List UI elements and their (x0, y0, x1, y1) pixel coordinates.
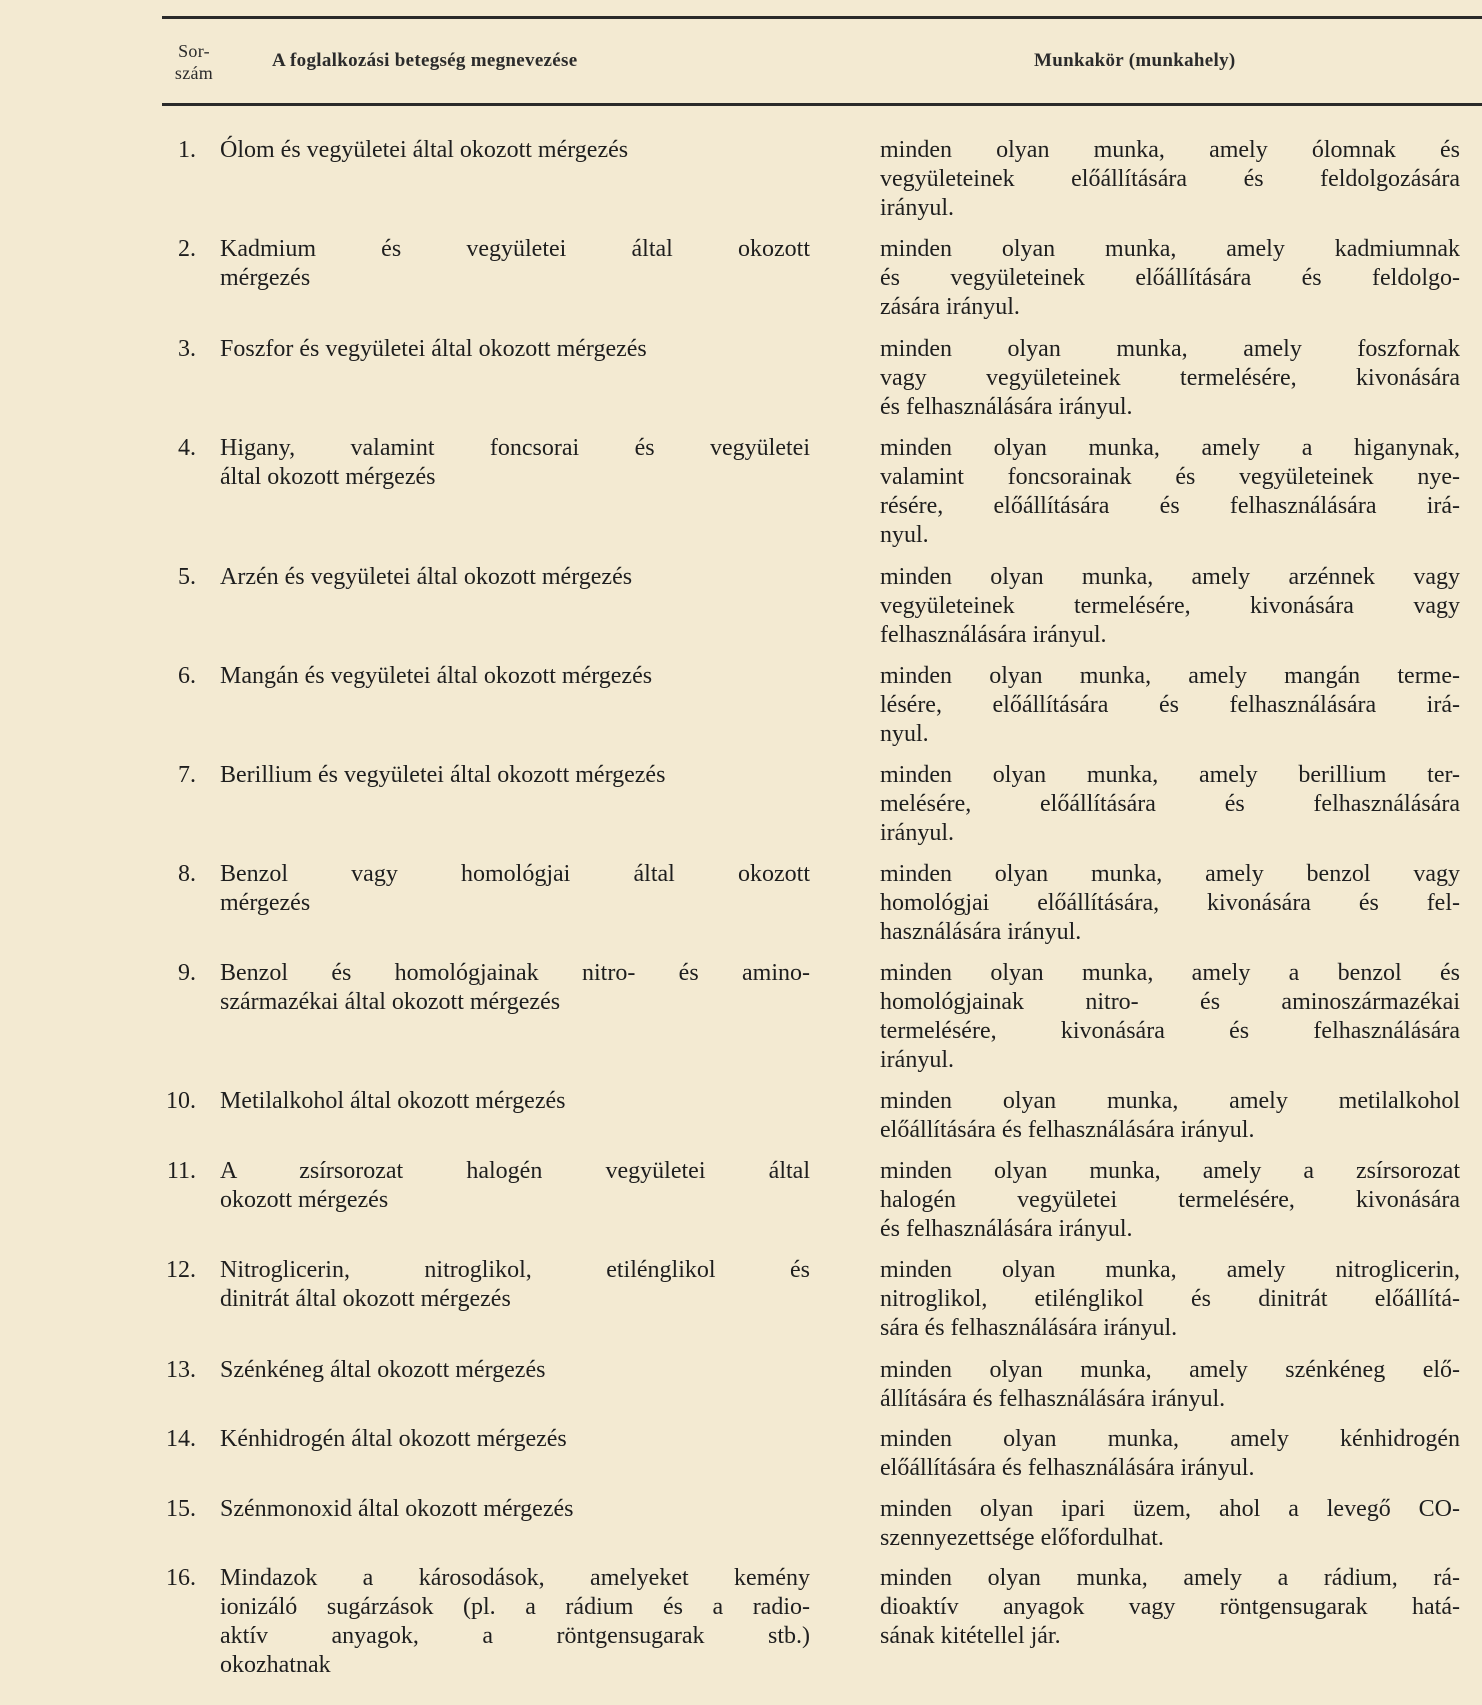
job-line: dioaktív anyagok vagy röntgensugarak hatá- (880, 1594, 1460, 1620)
disease-name-line: Higany, valamint foncsorai és vegyületei (220, 435, 810, 461)
job-cell (880, 1256, 1460, 1343)
job-line: irányul. (880, 820, 954, 846)
job-line: minden olyan munka, amely benzol vagy (880, 861, 1460, 887)
job-line: vegyületeinek előállítására és feldolgozására (880, 166, 1460, 192)
row-number: 12. (166, 1257, 196, 1283)
job-line: sának kitétellel jár. (880, 1623, 1061, 1649)
job-cell (880, 761, 1460, 848)
row-number: 1. (178, 137, 196, 163)
job-line: minden olyan munka, amely kadmiumnak (880, 236, 1460, 262)
disease-name-line: Ólom és vegyületei által okozott mérgezés (220, 137, 629, 163)
row-number: 13. (166, 1357, 196, 1383)
job-line: minden olyan munka, amely a zsírsorozat (880, 1158, 1460, 1184)
job-cell (880, 1425, 1460, 1483)
job-line: minden olyan munka, amely nitroglicerin, (880, 1257, 1460, 1283)
header-job: Munkakör (munkahely) (1034, 50, 1236, 71)
job-line: előállítására és felhasználására irányul. (880, 1117, 1255, 1143)
row-number: 6. (178, 663, 196, 689)
job-line: homológjai előállítására, kivonására és fel- (880, 890, 1460, 916)
job-cell (880, 335, 1460, 422)
job-line: sára és felhasználására irányul. (880, 1315, 1178, 1341)
disease-name-line: Nitroglicerin, nitroglikol, etilénglikol és (220, 1257, 810, 1283)
job-line: nitroglikol, etilénglikol és dinitrát előállítá- (880, 1286, 1460, 1312)
job-line: vagy vegyületeinek termelésére, kivonására (880, 365, 1460, 391)
job-line: halogén vegyületei termelésére, kivonására (880, 1187, 1460, 1213)
job-line: minden olyan munka, amely foszfornak (880, 336, 1460, 362)
job-cell (880, 136, 1460, 223)
row-number: 11. (166, 1158, 196, 1184)
top-rule (162, 16, 1482, 19)
job-line: melésére, előállítására és felhasználására (880, 791, 1460, 817)
row-number: 4. (178, 435, 196, 461)
job-line: minden olyan munka, amely a rádium, rá- (880, 1565, 1460, 1591)
row-number: 10. (166, 1088, 196, 1114)
job-cell (880, 1356, 1460, 1414)
disease-name-line: Metilalkohol által okozott mérgezés (220, 1088, 566, 1114)
job-line: minden olyan munka, amely a higanynak, (880, 435, 1460, 461)
disease-name-cell (220, 761, 810, 790)
disease-name-line: mérgezés (220, 265, 311, 291)
header-rule (162, 103, 1482, 106)
job-line: és felhasználására irányul. (880, 1216, 1133, 1242)
job-line: résére, előállítására és felhasználására irá- (880, 493, 1460, 519)
disease-name-line: Kadmium és vegyületei által okozott (220, 236, 810, 262)
job-line: minden olyan munka, amely ólomnak és (880, 137, 1460, 163)
job-cell (880, 860, 1460, 947)
job-line: és vegyületeinek előállítására és feldolgo- (880, 265, 1460, 291)
disease-name-line: A zsírsorozat halogén vegyületei által (220, 1158, 810, 1184)
job-cell (880, 1157, 1460, 1244)
row-number: 8. (178, 861, 196, 887)
job-line: valamint foncsorainak és vegyületeinek nye- (880, 464, 1460, 490)
row-number: 7. (178, 762, 196, 788)
disease-name-cell (220, 662, 810, 691)
disease-name-cell (220, 1495, 810, 1524)
job-line: előállítására és felhasználására irányul. (880, 1455, 1255, 1481)
job-cell (880, 235, 1460, 322)
job-line: nyul. (880, 522, 929, 548)
row-number: 15. (166, 1496, 196, 1522)
header-serial-line2: szám (174, 63, 214, 83)
header-serial-line1: Sor- (178, 41, 210, 61)
job-line: szennyezettsége előfordulhat. (880, 1525, 1164, 1551)
disease-name-cell (220, 860, 810, 918)
job-line: minden olyan munka, amely metilalkohol (880, 1088, 1460, 1114)
disease-name-cell (220, 1564, 810, 1680)
job-line: lésére, előállítására és felhasználására irá- (880, 692, 1460, 718)
disease-name-line: Benzol és homológjainak nitro- és amino- (220, 960, 810, 986)
job-line: irányul. (880, 1047, 954, 1073)
job-line: minden olyan munka, amely arzénnek vagy (880, 564, 1460, 590)
job-line: használására irányul. (880, 919, 1082, 945)
job-line: zására irányul. (880, 294, 1020, 320)
disease-name-cell (220, 335, 810, 364)
job-line: termelésére, kivonására és felhasználására (880, 1018, 1460, 1044)
row-number: 3. (178, 336, 196, 362)
disease-name-line: Foszfor és vegyületei által okozott mérgezés (220, 336, 647, 362)
header-serial-number (168, 40, 220, 84)
row-number: 9. (178, 960, 196, 986)
disease-name-cell (220, 1157, 810, 1215)
disease-name-line: Arzén és vegyületei által okozott mérgezés (220, 564, 633, 590)
row-number: 2. (178, 236, 196, 262)
disease-name-line: aktív anyagok, a röntgensugarak stb.) (220, 1623, 810, 1649)
disease-name-cell (220, 563, 810, 592)
job-line: minden olyan munka, amely kénhidrogén (880, 1426, 1460, 1452)
disease-name-cell (220, 235, 810, 293)
disease-name-line: Szénkéneg által okozott mérgezés (220, 1357, 546, 1383)
disease-name-line: Berillium és vegyületei által okozott mérgezés (220, 762, 666, 788)
job-line: minden olyan munka, amely berillium ter- (880, 762, 1460, 788)
job-cell (880, 1087, 1460, 1145)
disease-name-line: által okozott mérgezés (220, 464, 436, 490)
job-line: és felhasználására irányul. (880, 394, 1133, 420)
job-line: minden olyan munka, amely a benzol és (880, 960, 1460, 986)
disease-name-cell (220, 1087, 810, 1116)
disease-name-line: Szénmonoxid által okozott mérgezés (220, 1496, 574, 1522)
disease-name-cell (220, 1256, 810, 1314)
job-cell (880, 662, 1460, 749)
job-line: felhasználására irányul. (880, 622, 1107, 648)
disease-name-line: származékai által okozott mérgezés (220, 989, 561, 1015)
disease-name-line: mérgezés (220, 890, 311, 916)
disease-name-cell (220, 434, 810, 492)
job-line: nyul. (880, 721, 929, 747)
job-line: irányul. (880, 195, 954, 221)
disease-name-line: okozott mérgezés (220, 1187, 389, 1213)
disease-name-line: Kénhidrogén által okozott mérgezés (220, 1426, 567, 1452)
disease-name-cell (220, 959, 810, 1017)
job-line: minden olyan munka, amely szénkéneg elő- (880, 1357, 1460, 1383)
row-number: 16. (166, 1565, 196, 1591)
job-line: állítására és felhasználására irányul. (880, 1386, 1226, 1412)
job-cell (880, 959, 1460, 1075)
job-line: vegyületeinek termelésére, kivonására vagy (880, 593, 1460, 619)
disease-name-cell (220, 1356, 810, 1385)
disease-name-line: Mindazok a károsodások, amelyeket kemény (220, 1565, 810, 1591)
disease-name-line: Mangán és vegyületei által okozott mérgezés (220, 663, 653, 689)
disease-name-cell (220, 136, 810, 165)
disease-name-line: Benzol vagy homológjai által okozott (220, 861, 810, 887)
job-line: minden olyan ipari üzem, ahol a levegő CO- (880, 1496, 1460, 1522)
job-line: minden olyan munka, amely mangán terme- (880, 663, 1460, 689)
header-disease-name: A foglalkozási betegség megnevezése (272, 50, 578, 71)
row-number: 14. (166, 1426, 196, 1452)
job-cell (880, 434, 1460, 550)
job-line: homológjainak nitro- és aminoszármazékai (880, 989, 1460, 1015)
disease-name-cell (220, 1425, 810, 1454)
job-cell (880, 563, 1460, 650)
job-cell (880, 1495, 1460, 1553)
disease-name-line: ionizáló sugárzások (pl. a rádium és a radio- (220, 1594, 810, 1620)
job-cell (880, 1564, 1460, 1651)
row-number: 5. (178, 564, 196, 590)
disease-name-line: okozhatnak (220, 1652, 331, 1678)
disease-name-line: dinitrát által okozott mérgezés (220, 1286, 511, 1312)
